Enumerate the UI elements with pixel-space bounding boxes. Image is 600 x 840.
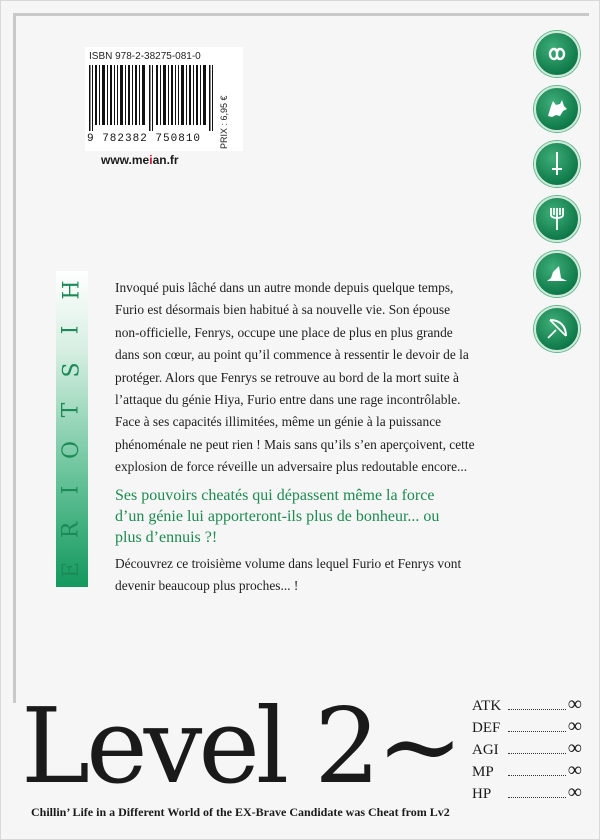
website-accent: i	[149, 153, 153, 167]
story-text	[115, 277, 485, 479]
story-line: dans son cœur, au point qu’il commence à ressentir le devoir de la	[115, 347, 469, 363]
stat-row-atk	[472, 695, 582, 717]
section-label-letter: H	[59, 280, 84, 300]
series-subtitle: Chillin’ Life in a Different World of the EX-Brave Candidate was Cheat from Lv2	[31, 805, 450, 819]
section-label-letter: I	[59, 325, 85, 335]
tagline-line: plus d’ennuis ?!	[115, 529, 218, 546]
stat-name: MP	[472, 764, 494, 780]
stat-leader-dots	[508, 731, 566, 732]
stat-name: AGI	[472, 742, 499, 758]
website-suffix: an.fr	[152, 153, 179, 167]
pitchfork-icon	[534, 196, 580, 242]
stat-row-def	[472, 717, 582, 739]
isbn-label: ISBN 978-2-38275-081-0	[89, 51, 201, 62]
frame-top-rule	[13, 13, 589, 16]
story-line: protéger. Alors que Fenrys se retrouve au bord de la mort suite à	[115, 369, 459, 385]
stat-value: ∞	[567, 715, 582, 737]
frame-left-rule	[13, 13, 16, 703]
section-label-letter: S	[59, 362, 85, 378]
barcode-digits: 9 782382 750810	[87, 133, 202, 145]
bow-icon	[534, 306, 580, 352]
stat-value: ∞	[567, 781, 582, 803]
section-label-letter: T	[59, 402, 84, 418]
section-label-letter: R	[59, 521, 85, 539]
website-prefix: www.me	[101, 153, 150, 167]
stat-leader-dots	[508, 797, 566, 798]
story-line: explosion de force réveille un adversaire plus redoutable encore...	[115, 459, 468, 475]
stat-leader-dots	[508, 775, 566, 776]
tagline-text	[115, 485, 495, 548]
class-icons-column	[534, 31, 580, 361]
barcode-block	[85, 47, 243, 151]
discover-line: Découvrez ce troisième volume dans lequel Furio et Fenrys vont	[115, 556, 462, 571]
sword-icon	[534, 141, 580, 187]
stats-list	[472, 695, 582, 805]
stat-name: HP	[472, 786, 492, 802]
story-line: Face à ses capacités illimitées, même un génie à la puissance	[115, 414, 442, 430]
tagline-line: d’un génie lui apporteront-ils plus de bonheur... ou	[115, 508, 440, 525]
publisher-website[interactable]	[101, 153, 179, 167]
stat-row-mp	[472, 761, 582, 783]
stat-value: ∞	[567, 759, 582, 781]
section-label-histoire	[59, 277, 85, 583]
story-line: Invoqué puis lâché dans un autre monde depuis quelque temps,	[115, 280, 454, 295]
story-line: Furio est désormais bien habitué à sa nouvelle vie. Son épouse	[115, 302, 451, 318]
stat-value: ∞	[567, 737, 582, 759]
stat-row-agi	[472, 739, 582, 761]
stat-row-hp	[472, 783, 582, 805]
wolf-icon	[534, 86, 580, 132]
discover-line: devenir beaucoup plus proches... !	[115, 578, 299, 593]
section-label-letter: O	[59, 440, 85, 460]
stat-leader-dots	[508, 753, 566, 754]
infinity-icon	[534, 31, 580, 77]
story-line: phénoménale ne peut rien ! Mais sans qu’ils s’en aperçoivent, cette	[115, 436, 475, 452]
stat-name: ATK	[472, 698, 502, 714]
price-label: PRIX : 6,95 €	[219, 95, 229, 149]
stat-leader-dots	[508, 709, 566, 710]
barcode-image	[89, 65, 217, 131]
tagline-line: Ses pouvoirs cheatés qui dépassent même la force	[115, 487, 435, 504]
discover-text	[115, 553, 485, 597]
story-line: non-officielle, Fenrys, occupe une place de plus en plus grande	[115, 324, 453, 340]
story-line: l’attaque du génie Hiya, Furio entre dans une rage incontrôlable.	[115, 392, 461, 408]
section-label-letter: I	[59, 485, 85, 495]
stat-name: DEF	[472, 720, 501, 736]
witch-hat-icon	[534, 251, 580, 297]
stat-value: ∞	[567, 693, 582, 715]
section-label-letter: E	[59, 561, 84, 579]
series-title-level: Level 2~	[21, 685, 460, 807]
